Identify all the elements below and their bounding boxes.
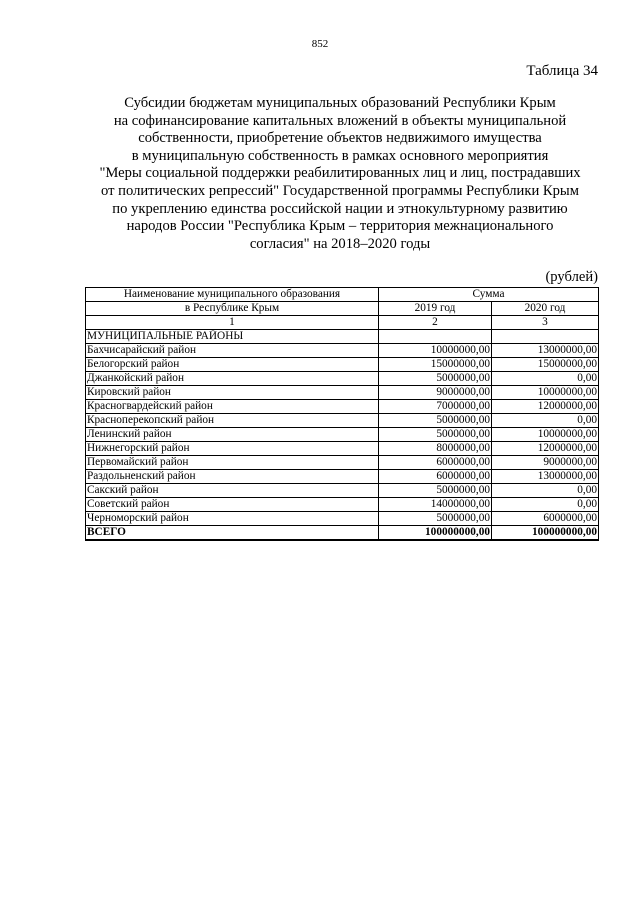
section-label: МУНИЦИПАЛЬНЫЕ РАЙОНЫ: [86, 330, 379, 344]
district-name: Черноморский район: [86, 512, 379, 526]
amount-2019: 6000000,00: [379, 470, 492, 484]
header-row: [86, 288, 599, 302]
header-2020: 2020 год: [492, 302, 599, 316]
amount-2020: 0,00: [492, 498, 599, 512]
table-row: [86, 372, 599, 386]
table-row: [86, 344, 599, 358]
table-row: [86, 358, 599, 372]
amount-2020: 15000000,00: [492, 358, 599, 372]
amount-2020: 12000000,00: [492, 400, 599, 414]
table-row: [86, 386, 599, 400]
district-name: Ленинский район: [86, 428, 379, 442]
district-name: Нижнегорский район: [86, 442, 379, 456]
amount-2019: 5000000,00: [379, 512, 492, 526]
table-row: [86, 470, 599, 484]
amount-2019: 15000000,00: [379, 358, 492, 372]
document-title: [70, 95, 610, 253]
amount-2019: 5000000,00: [379, 414, 492, 428]
subsidies-table: [85, 287, 599, 541]
table-label: Таблица 34: [526, 63, 598, 79]
amount-2019: 5000000,00: [379, 428, 492, 442]
table-row: [86, 442, 599, 456]
title-line: в муниципальную собственность в рамках основного мероприятия: [131, 147, 549, 164]
amount-2019: 14000000,00: [379, 498, 492, 512]
amount-2020: 0,00: [492, 372, 599, 386]
header-sum: Сумма: [379, 288, 599, 302]
amount-2019: 8000000,00: [379, 442, 492, 456]
district-name: Джанкойский район: [86, 372, 379, 386]
title-line: "Меры социальной поддержки реабилитированных лиц и лиц, пострадавших: [99, 165, 581, 182]
amount-2019: 5000000,00: [379, 484, 492, 498]
title-line: от политических репрессий" Государственной программы Республики Крым: [101, 182, 579, 199]
column-number-row: [86, 316, 599, 330]
amount-2019: 100000000,00: [379, 526, 492, 541]
header-2019: 2019 год: [379, 302, 492, 316]
header-row: [86, 302, 599, 316]
title-line: по укреплению единства российской нации и этнокультурному развитию: [112, 200, 568, 217]
page-number: 852: [311, 38, 329, 50]
amount-2020: 0,00: [492, 484, 599, 498]
amount-2019: 5000000,00: [379, 372, 492, 386]
district-name: Сакский район: [86, 484, 379, 498]
district-name: Кировский район: [86, 386, 379, 400]
table-row: [86, 484, 599, 498]
header-name: Наименование муниципального образования: [86, 288, 379, 302]
col-num: 2: [379, 316, 492, 330]
col-num: 1: [86, 316, 379, 330]
district-name: Раздольненский район: [86, 470, 379, 484]
table-row: [86, 428, 599, 442]
table-row: [86, 456, 599, 470]
amount-2019: 7000000,00: [379, 400, 492, 414]
amount-2020: 12000000,00: [492, 442, 599, 456]
amount-2020: 10000000,00: [492, 386, 599, 400]
amount-2019: 10000000,00: [379, 344, 492, 358]
table-row: [86, 498, 599, 512]
amount-2020: 13000000,00: [492, 470, 599, 484]
amount-2019: 9000000,00: [379, 386, 492, 400]
amount-2020: 6000000,00: [492, 512, 599, 526]
amount-2020: 0,00: [492, 414, 599, 428]
table-row: [86, 512, 599, 526]
district-name: Бахчисарайский район: [86, 344, 379, 358]
title-line: согласия" на 2018–2020 годы: [249, 235, 431, 252]
district-name: Советский район: [86, 498, 379, 512]
title-line: народов России "Республика Крым – территория межнационального: [126, 218, 554, 235]
table-row: [86, 414, 599, 428]
district-name: ВСЕГО: [86, 526, 379, 541]
amount-2020: 10000000,00: [492, 428, 599, 442]
header-name-2: в Республике Крым: [86, 302, 379, 316]
total-row: [86, 526, 599, 541]
amount-2020: 100000000,00: [492, 526, 599, 541]
amount-2020: 13000000,00: [492, 344, 599, 358]
col-num: 3: [492, 316, 599, 330]
amount-2019: 6000000,00: [379, 456, 492, 470]
district-name: Белогорский район: [86, 358, 379, 372]
units-label: (рублей): [545, 269, 598, 285]
title-line: Субсидии бюджетам муниципальных образований Республики Крым: [124, 95, 556, 111]
title-line: на софинансирование капитальных вложений в объекты муниципальной: [113, 112, 567, 129]
amount-2020: 9000000,00: [492, 456, 599, 470]
district-name: Первомайский район: [86, 456, 379, 470]
table-row: [86, 400, 599, 414]
title-line: собственности, приобретение объектов недвижимого имущества: [138, 130, 542, 147]
district-name: Красноперекопский район: [86, 414, 379, 428]
district-name: Красногвардейский район: [86, 400, 379, 414]
section-row: [86, 330, 599, 344]
